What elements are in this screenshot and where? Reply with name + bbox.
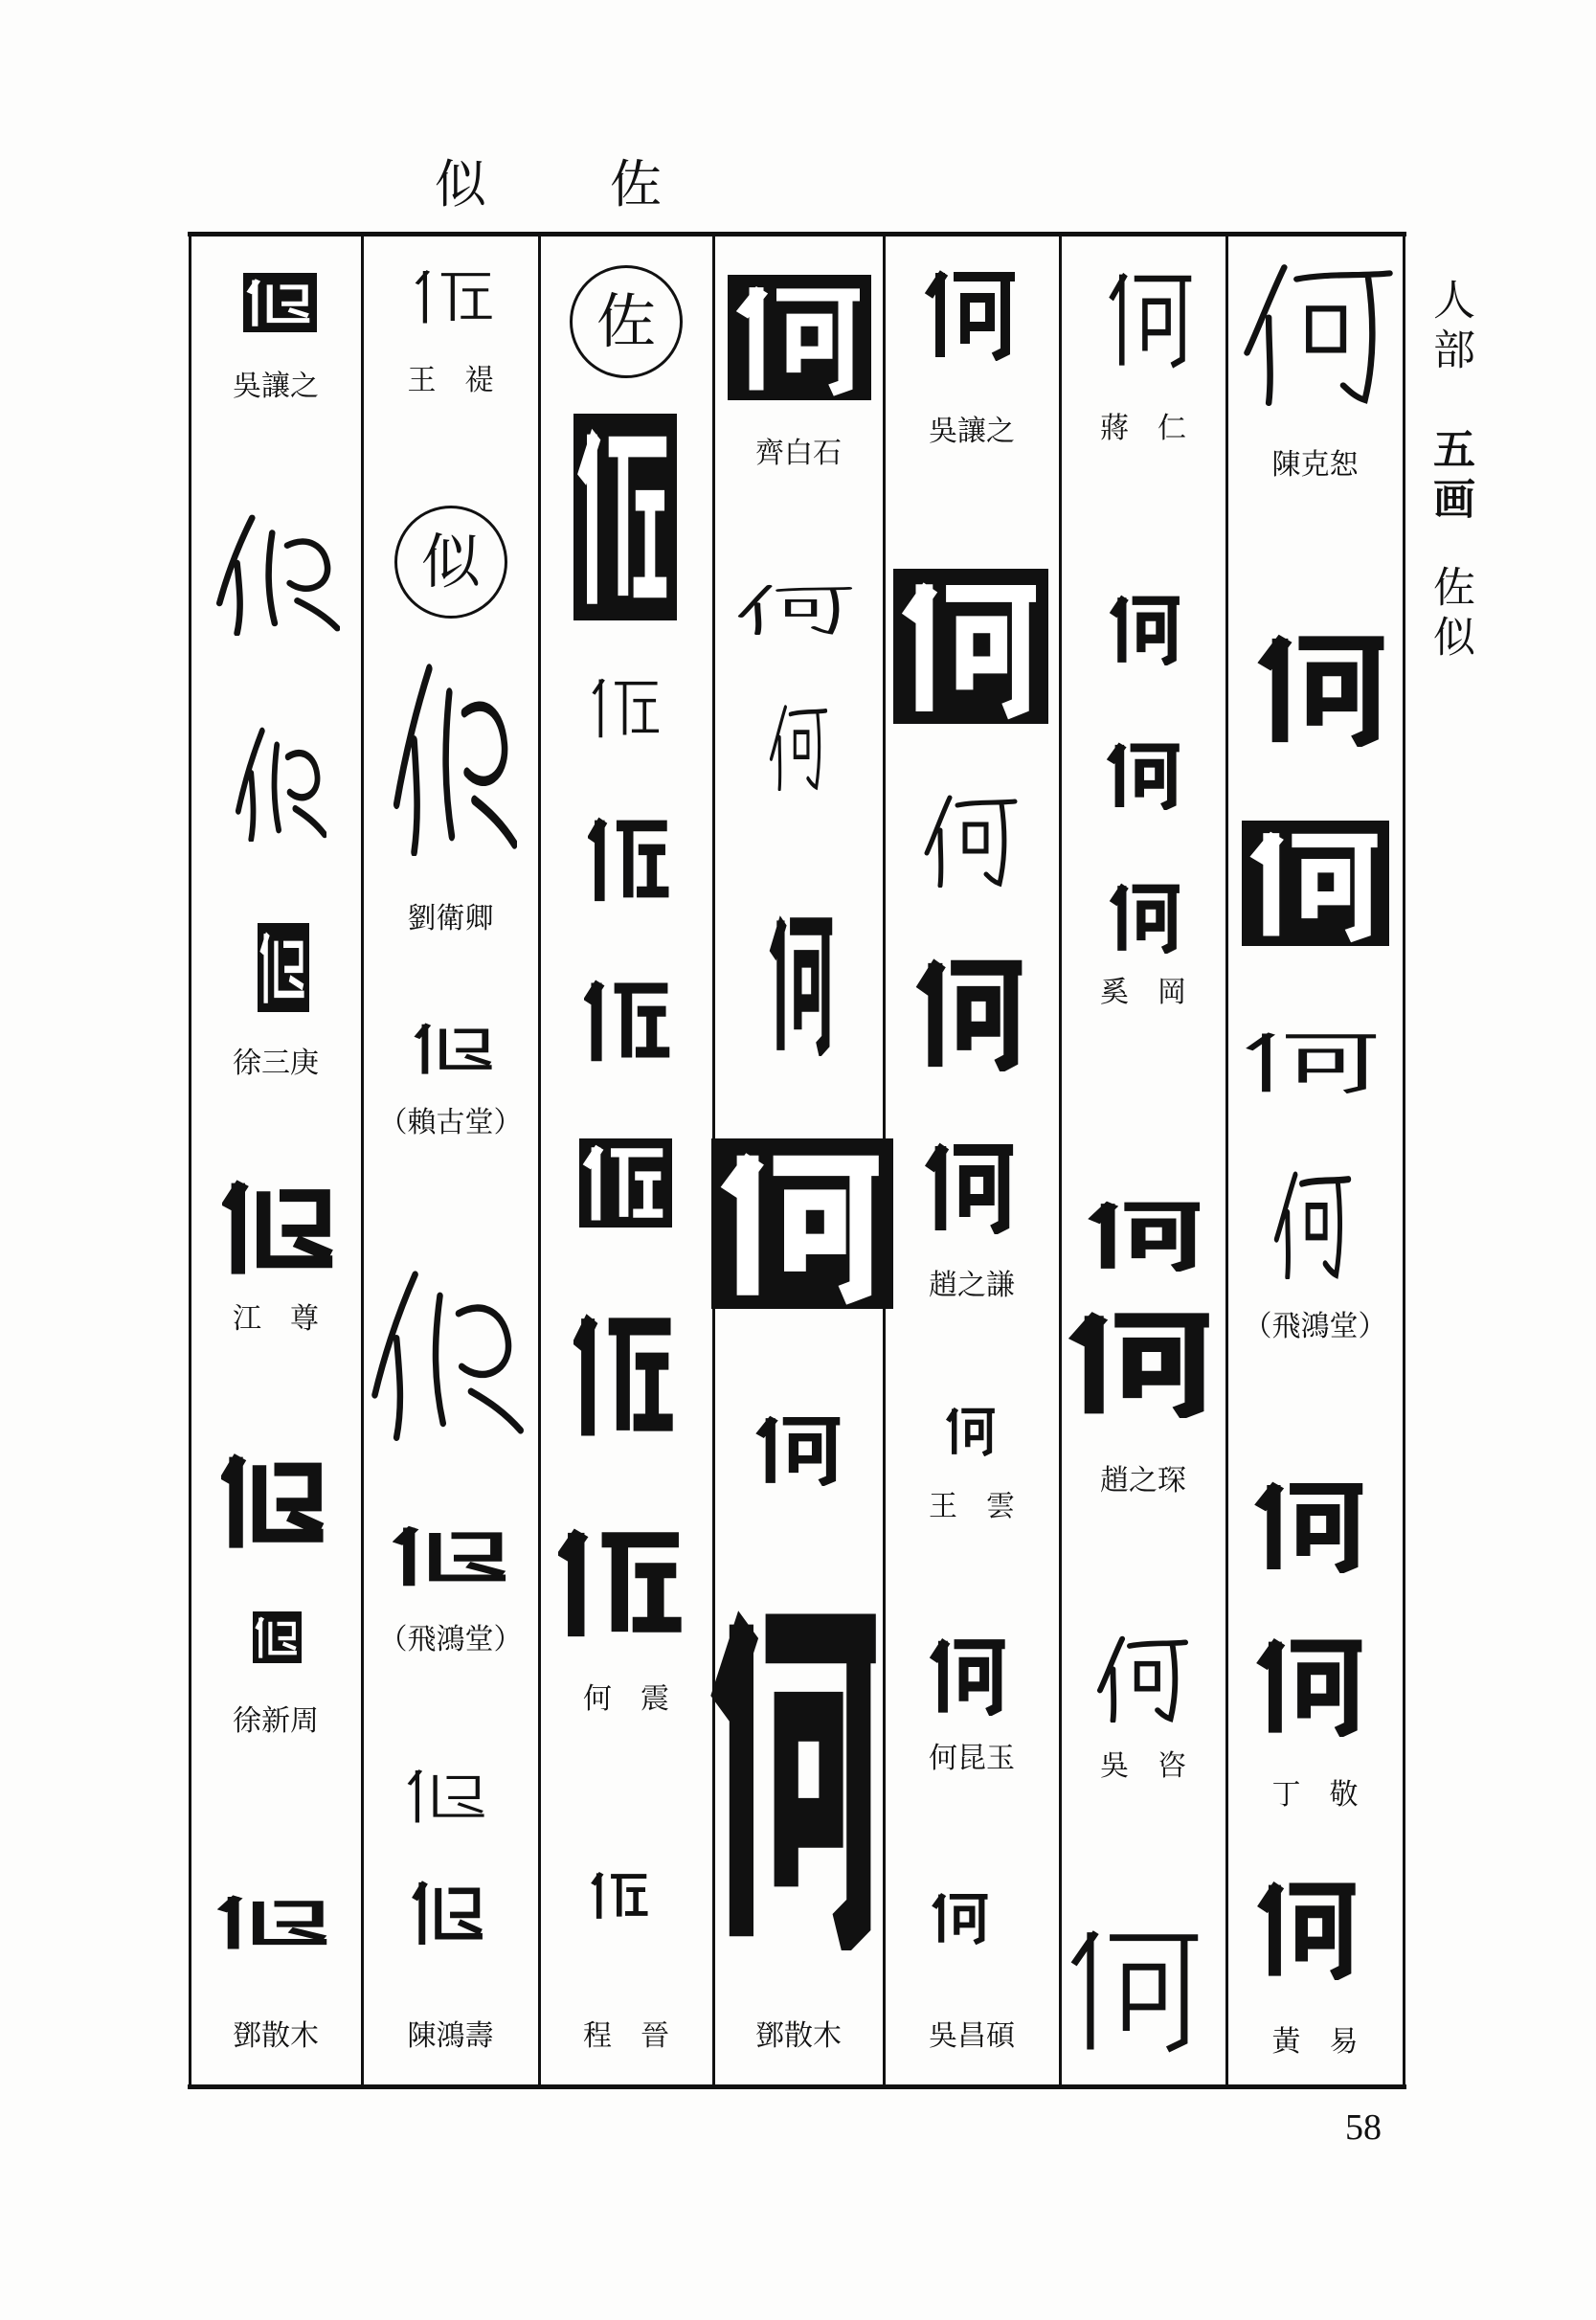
seal-impression: [406, 1766, 487, 1825]
artist-label: 王 禔: [407, 364, 494, 397]
seal-impression: [243, 273, 317, 332]
brush-character: [369, 1264, 524, 1441]
artist-label: 趙之謙: [929, 1269, 1015, 1302]
brush-character: [1241, 259, 1396, 406]
seal-impression: [1253, 1477, 1367, 1573]
artist-label: 鄧散木: [233, 2019, 319, 2053]
seal-impression: [710, 1596, 883, 1950]
artist-label: 陳克恕: [1271, 448, 1359, 482]
seal-impression: [1106, 739, 1182, 810]
artist-label: 蔣 仁: [1100, 412, 1186, 445]
seal-impression: [558, 1523, 686, 1641]
side-radical: 人部: [1426, 278, 1474, 377]
artist-label: 何昆玉: [929, 1742, 1015, 1775]
artist-label: 丁 敬: [1271, 1778, 1359, 1812]
artist-label: 程 晉: [583, 2019, 669, 2053]
artist-label: 陳鴻壽: [407, 2019, 494, 2053]
seal-impression: [1066, 1922, 1203, 2055]
artist-label: 何 震: [583, 1682, 669, 1716]
seal-impression: [412, 1877, 485, 1948]
seal-impression: [1256, 629, 1389, 747]
seal-impression: [1068, 1307, 1215, 1418]
table-border-bottom: [188, 2084, 1406, 2089]
seal-impression: [579, 1138, 672, 1228]
seal-impression: [1256, 1877, 1360, 1980]
artist-label: 王 雲: [929, 1490, 1015, 1523]
seal-impression: [588, 813, 672, 905]
brush-character: [1273, 1168, 1352, 1279]
seal-impression: [573, 414, 677, 620]
seal-impression: [591, 1869, 650, 1921]
seal-impression: [1109, 592, 1182, 665]
artist-label: 吳 咨: [1100, 1749, 1186, 1783]
brush-character: [235, 724, 326, 842]
seal-impression: [945, 1405, 997, 1456]
artist-label: 吳讓之: [929, 415, 1015, 448]
seal-impression: [728, 275, 871, 400]
seal-impression: [222, 1175, 337, 1278]
seal-impression: [414, 266, 495, 326]
seal-impression: [584, 976, 673, 1065]
artist-label: 趙之琛: [1100, 1464, 1186, 1498]
brush-character: [392, 657, 517, 856]
artist-label: 奚 岡: [1100, 976, 1186, 1009]
seal-impression: [924, 1138, 1017, 1234]
column-divider: [538, 234, 541, 2087]
seal-impression: [1242, 821, 1389, 946]
seal-impression: [893, 569, 1048, 724]
seal-impression: [221, 1449, 327, 1552]
seal-impression: [769, 909, 835, 1056]
header-char-left: 似: [435, 154, 486, 214]
seal-impression: [1087, 1198, 1204, 1272]
seal-impression: [573, 1308, 677, 1441]
seal-impression: [929, 1634, 1008, 1716]
brush-character: [214, 510, 340, 636]
header-char-right: 佐: [610, 154, 662, 214]
brush-character: [736, 583, 854, 635]
artist-label: 黃 易: [1271, 2025, 1359, 2059]
seal-impression: [754, 1412, 843, 1486]
side-characters: 佐似: [1426, 565, 1474, 664]
seal-impression: [1241, 1028, 1382, 1094]
side-stroke-count: 五画: [1426, 427, 1474, 527]
artist-label: （飛鴻堂）: [378, 1623, 523, 1656]
artist-label: 劉衛卿: [407, 902, 494, 935]
column-divider: [361, 234, 364, 2087]
artist-label: 吳昌碩: [929, 2019, 1015, 2053]
page-number: 58: [1345, 2107, 1382, 2148]
seal-impression: [711, 1138, 893, 1309]
seal-impression: [915, 954, 1026, 1071]
brush-character: [1096, 1633, 1189, 1723]
column-divider: [1059, 234, 1062, 2087]
seal-impression: [217, 1892, 331, 1951]
seal-impression: [1106, 266, 1195, 370]
artist-label: 徐三庚: [233, 1047, 319, 1080]
seal-impression: [414, 1020, 495, 1076]
seal-impression: [253, 1611, 302, 1663]
seal-impression: [393, 1522, 510, 1588]
brush-character: [923, 792, 1019, 888]
table-border-left: [189, 234, 191, 2087]
seal-impression: [931, 1890, 990, 1945]
seal-impression: [1255, 1633, 1366, 1737]
seal-impression: [923, 265, 1019, 361]
seal-impression: [258, 923, 309, 1012]
artist-label: 吳讓之: [233, 370, 319, 403]
artist-label: 徐新周: [233, 1704, 319, 1738]
seal-impression: [1109, 880, 1182, 954]
artist-label: 鄧散木: [755, 2019, 842, 2053]
artist-label: （飛鴻堂）: [1243, 1310, 1387, 1343]
table-border-top: [188, 232, 1406, 237]
entry-head-circle: 似: [394, 506, 507, 619]
seal-impression: [591, 674, 662, 740]
artist-label: （賴古堂）: [378, 1106, 523, 1139]
brush-character: [769, 702, 828, 791]
artist-label: 江 尊: [233, 1302, 319, 1336]
artist-label: 齊白石: [755, 437, 842, 470]
entry-head-circle: 佐: [570, 265, 683, 378]
